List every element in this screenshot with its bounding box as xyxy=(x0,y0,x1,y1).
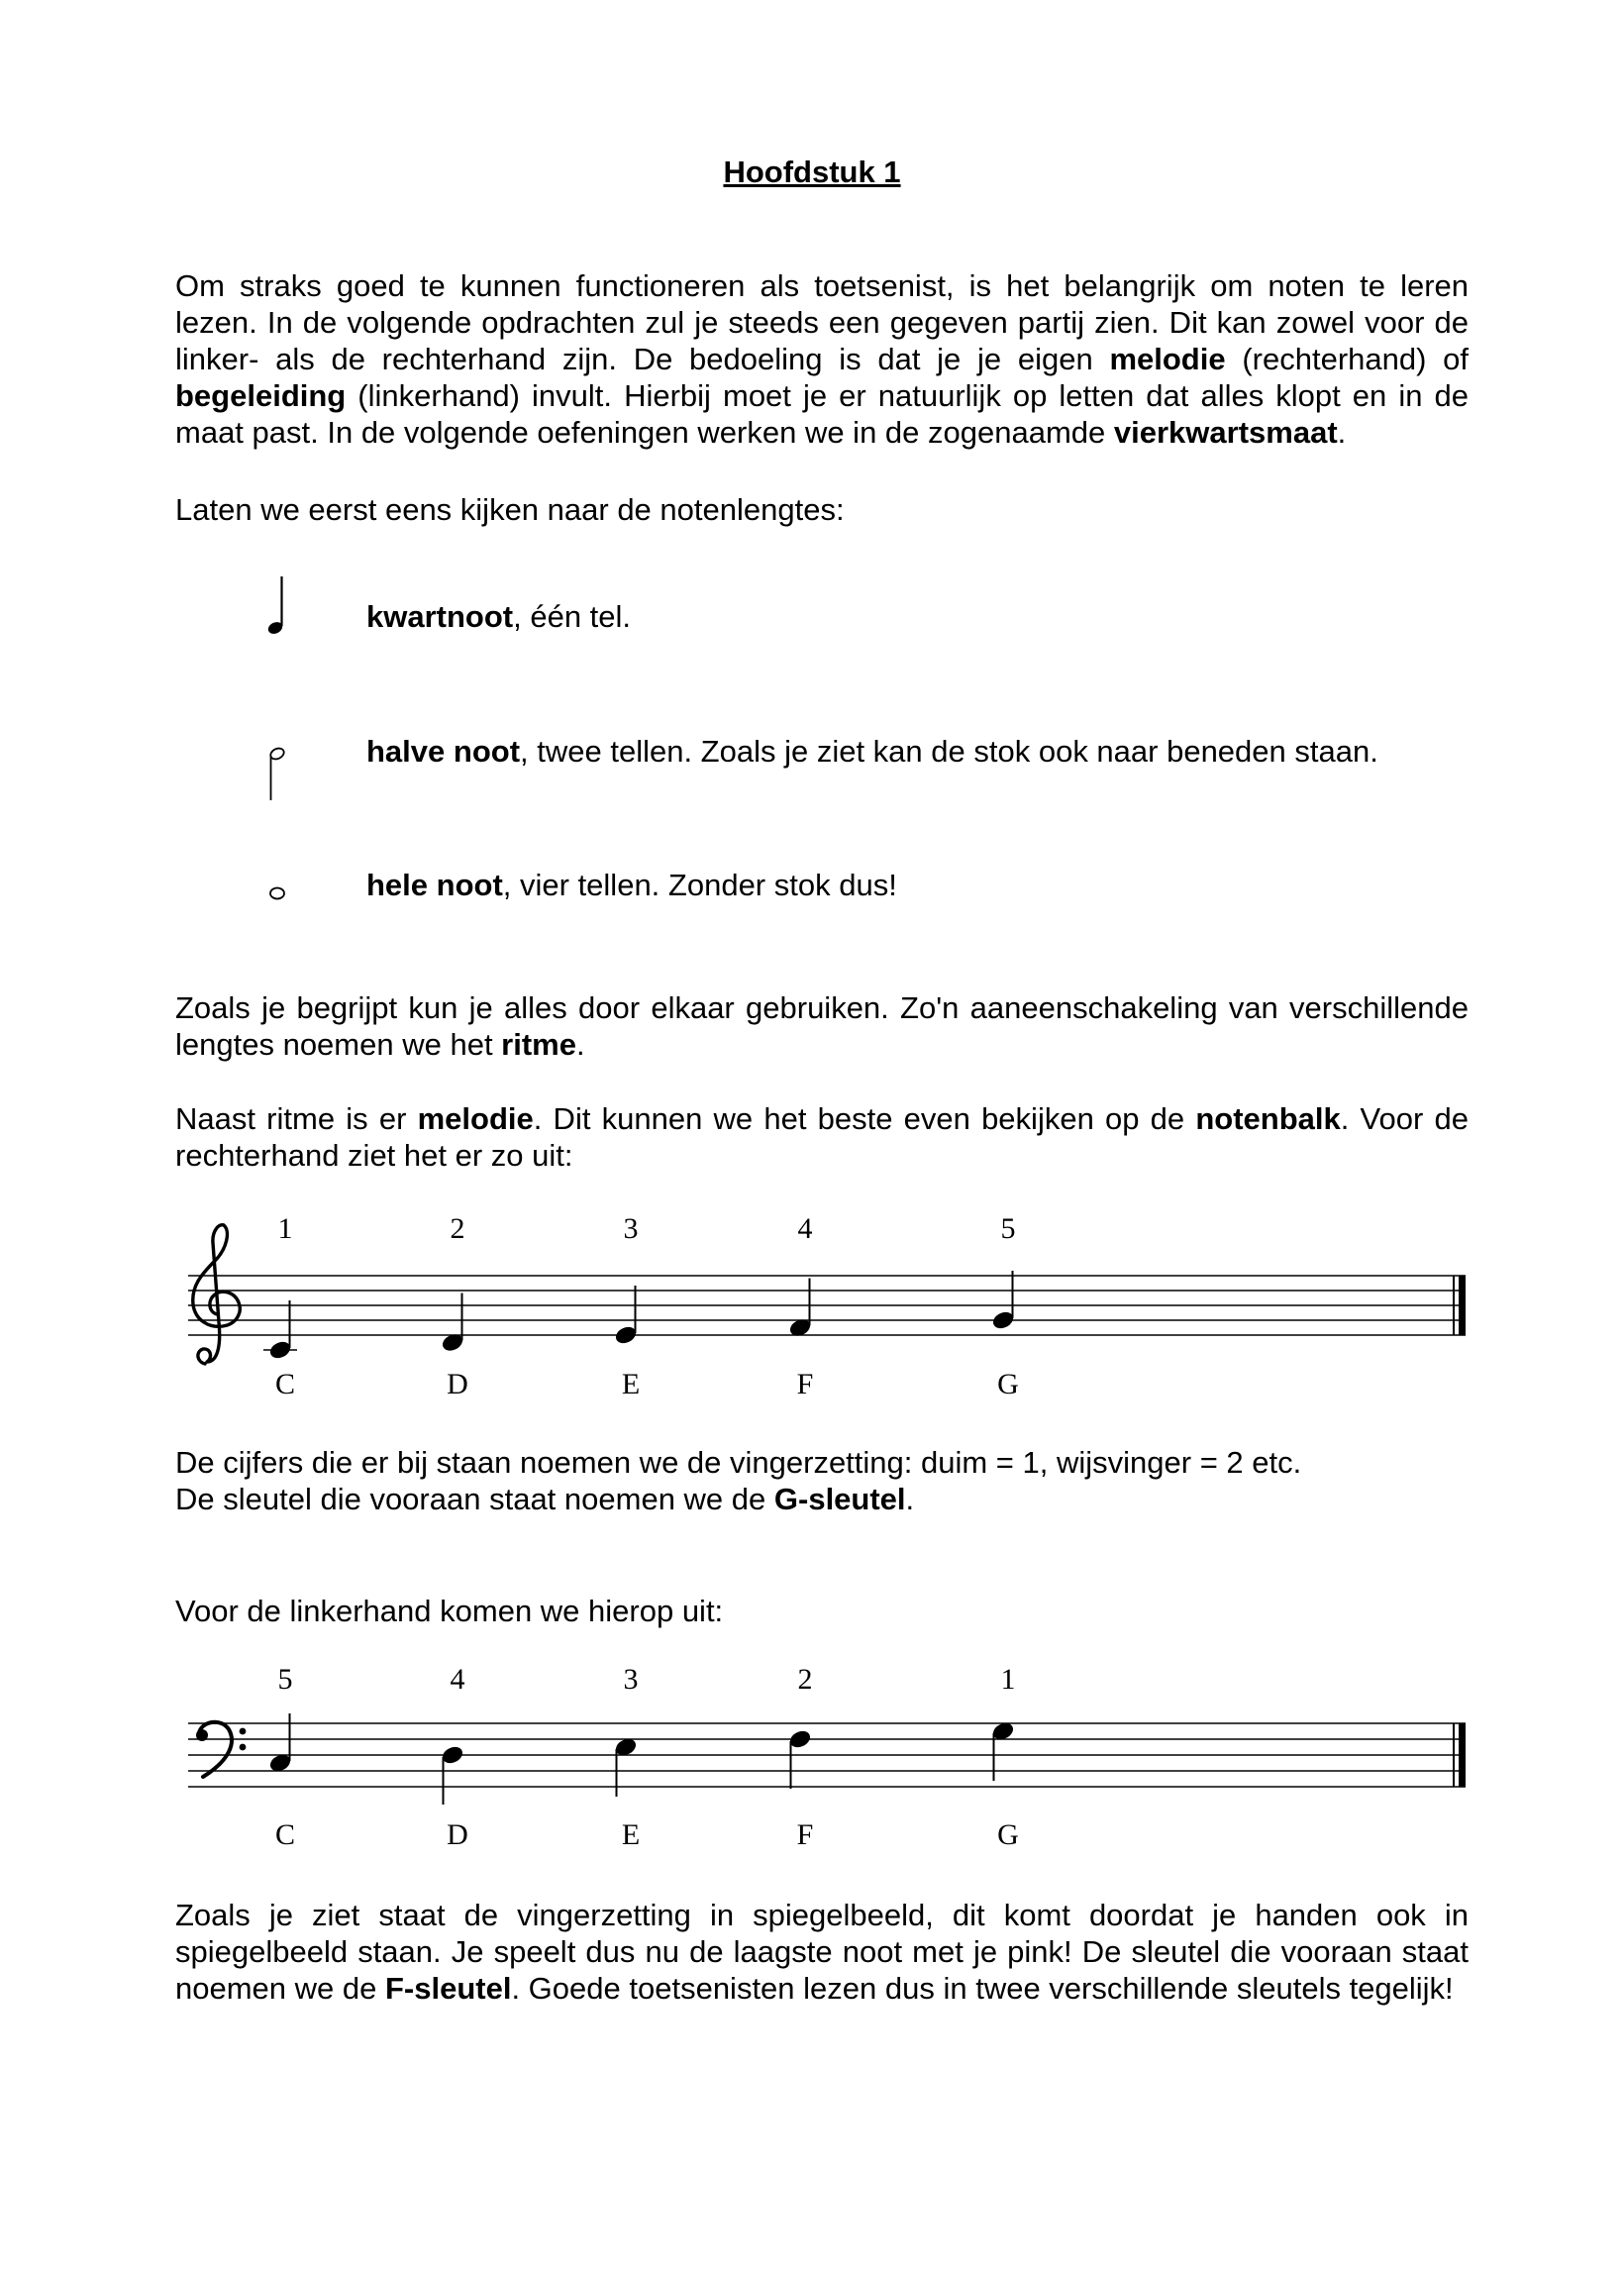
note-name-label: D xyxy=(447,1818,468,1851)
finger-number: 4 xyxy=(797,1212,813,1245)
staff-note xyxy=(787,1728,812,1789)
bass-clef-icon xyxy=(196,1722,246,1777)
finger-number: 4 xyxy=(450,1663,465,1696)
note-length-term: halve noot xyxy=(366,734,521,769)
finger-number: 1 xyxy=(277,1212,293,1245)
staff-note xyxy=(990,1271,1015,1331)
bass-staff xyxy=(173,1654,1480,1867)
note-name-label: F xyxy=(796,1368,814,1400)
bold-term: G-sleutel xyxy=(773,1482,906,1516)
note-length-desc: , twee tellen. Zoals je ziet kan de stok ook naar beneden staan. xyxy=(520,734,1378,769)
text-run: Om straks goed te kunnen functioneren als toetsenist, is het belangrijk om noten te leren lezen. In de volgende opdrachten zul je steeds een gegeven partij zien. Dit kan zowel voor de linker- als de rechterhand zijn. De bedoeling is dat je je eigen xyxy=(175,268,1469,376)
finger-number: 3 xyxy=(623,1663,639,1696)
note-length-item xyxy=(366,733,1378,770)
note-length-term: hele noot xyxy=(366,868,503,902)
finger-number: 3 xyxy=(623,1212,639,1245)
bold-term: begeleiding xyxy=(175,378,347,413)
staff-note xyxy=(990,1720,1015,1781)
finger-number: 2 xyxy=(797,1663,813,1696)
staff-lines xyxy=(188,1276,1466,1335)
note-lengths-intro: Laten we eerst eens kijken naar de notenlengtes: xyxy=(175,492,845,527)
left-hand-intro: Voor de linkerhand komen we hierop uit: xyxy=(175,1594,724,1628)
rhythm-paragraph xyxy=(175,989,1469,1063)
note-length-term: kwartnoot xyxy=(366,599,514,634)
bold-term: melodie xyxy=(417,1101,534,1136)
staff-lines xyxy=(188,1723,1466,1787)
note-length-item xyxy=(366,867,897,903)
staff-note xyxy=(263,1300,297,1361)
note-name-label: C xyxy=(274,1368,296,1400)
staff-note xyxy=(440,1293,464,1354)
note-name-label: G xyxy=(997,1368,1019,1400)
bold-term: melodie xyxy=(1109,342,1226,376)
text-run: (rechterhand) of xyxy=(1225,342,1470,376)
finger-number: 5 xyxy=(277,1663,293,1696)
finger-number: 2 xyxy=(450,1212,465,1245)
note-name-label: G xyxy=(997,1818,1019,1851)
staff-note xyxy=(613,1286,638,1346)
text-run: . Dit kunnen we het beste even bekijken op de xyxy=(533,1101,1196,1136)
staff-note xyxy=(267,1713,292,1774)
text-run: . Goede toetsenisten lezen dus in twee verschillende sleutels tegelijk! xyxy=(511,1971,1454,2006)
note-length-desc: , één tel. xyxy=(513,599,632,634)
text-run: . xyxy=(1337,415,1347,450)
closing-paragraph xyxy=(175,1897,1469,2007)
note-name-label: E xyxy=(621,1818,641,1851)
whole-note-icon xyxy=(265,883,289,903)
note-length-desc: , vier tellen. Zonder stok dus! xyxy=(502,868,897,902)
text-run: Naast ritme is er xyxy=(175,1101,418,1136)
bold-term: notenbalk xyxy=(1195,1101,1341,1136)
finger-number: 1 xyxy=(1000,1663,1016,1696)
note-name-label: F xyxy=(796,1818,814,1851)
text-run: Zoals je begrijpt kun je alles door elkaar gebruiken. Zo'n aaneenschakeling van verschillende lengtes noemen we het xyxy=(175,990,1469,1062)
text-run: (linkerhand) invult. Hierbij moet je er natuurlijk op letten dat alles klopt en in de maat past. In de volgende oefeningen werken we in de zogenaamde xyxy=(175,378,1469,450)
text-run: Zoals je ziet staat de vingerzetting in spiegelbeeld, dit komt doordat je handen ook in spiegelbeeld staan. Je speelt dus nu de laagste noot met je pink! De sleutel die vooraan staat noemen we de xyxy=(175,1898,1469,2006)
staff-note xyxy=(613,1736,638,1797)
bold-term: F-sleutel xyxy=(384,1971,512,2006)
note-name-label: D xyxy=(447,1368,468,1400)
text-run: De sleutel die vooraan staat noemen we de xyxy=(175,1482,774,1516)
staff-note xyxy=(440,1744,464,1805)
finger-number: 5 xyxy=(1000,1212,1016,1245)
staff-note xyxy=(787,1279,812,1339)
treble-clef-icon xyxy=(193,1225,240,1364)
quarter-note-icon xyxy=(265,574,291,638)
text-run: De cijfers die er bij staan noemen we de vingerzetting: duim = 1, wijsvinger = 2 etc. xyxy=(175,1445,1302,1480)
note-length-item xyxy=(366,598,631,635)
note-name-label: C xyxy=(274,1818,296,1851)
intro-paragraph xyxy=(175,267,1469,451)
page-title: Hoofdstuk 1 xyxy=(723,155,901,189)
text-run: . xyxy=(575,1027,585,1062)
melody-paragraph xyxy=(175,1100,1469,1174)
bold-term: ritme xyxy=(501,1027,576,1062)
bold-term: vierkwartsmaat xyxy=(1113,415,1338,450)
text-run: . Voor de rechterhand ziet het er zo uit: xyxy=(175,1101,1469,1173)
fingering-paragraph xyxy=(175,1444,1469,1517)
half-note-icon xyxy=(265,745,291,804)
note-name-label: E xyxy=(621,1368,641,1400)
text-run: . xyxy=(905,1482,915,1516)
treble-staff xyxy=(173,1203,1480,1416)
